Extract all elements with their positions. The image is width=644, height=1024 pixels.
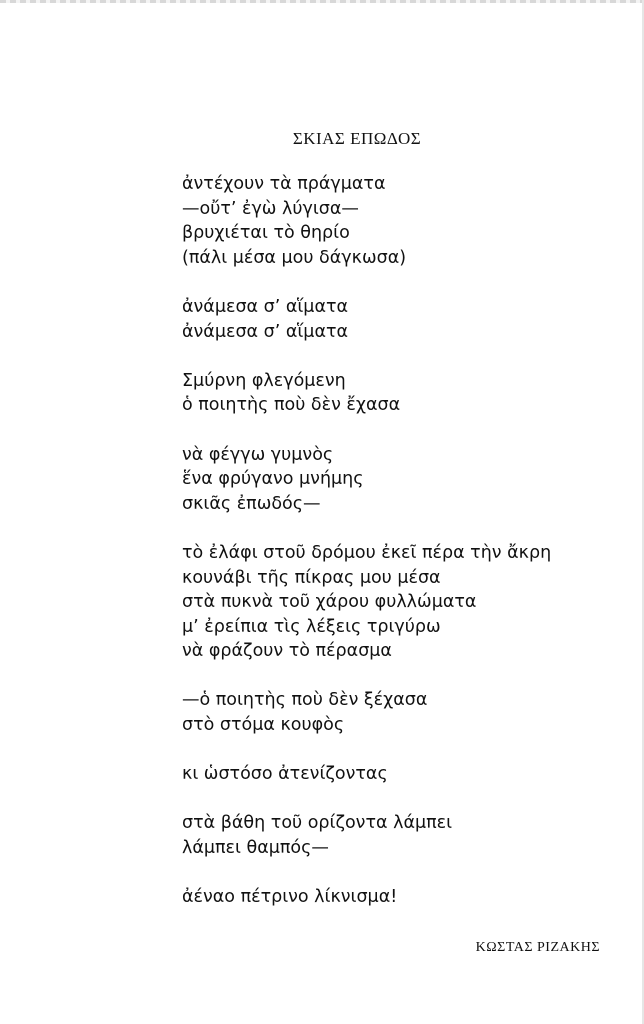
poem-line: στὰ πυκνὰ τοῦ χάρου φυλλώματα [182, 592, 477, 613]
poem-line: στὰ βάθη τοῦ ορίζοντα λάμπει [182, 813, 453, 834]
stanza [182, 688, 622, 737]
poem-line: σκιᾶς ἐπωδός— [182, 493, 321, 514]
stanza [182, 762, 622, 787]
stanza [182, 295, 622, 344]
poem-line: —ὁ ποιητὴς ποὺ δὲν ξέχασα [182, 690, 428, 711]
poem-line: στὸ στόμα κουφὸς [182, 715, 345, 736]
stanza [182, 541, 622, 664]
poem-line: ὁ ποιητὴς ποὺ δὲν ἔχασα [182, 395, 401, 416]
poem-line: (πάλι μέσα μου δάγκωσα) [182, 247, 407, 268]
poem-line: ἀέναο πέτρινο λίκνισμα! [182, 887, 398, 908]
poem-line: λάμπει θαμπός— [182, 838, 329, 859]
stanza [182, 172, 622, 270]
author-name: ΚΩΣΤΑΣ ΡΙΖΑΚΗΣ [475, 940, 600, 955]
poem-line: τὸ ἐλάφι στοῦ δρόμου ἐκεῖ πέρα τὴν ἄκρη [182, 542, 552, 563]
poem-line: νὰ φέγγω γυμνὸς [182, 444, 334, 465]
poem-line: νὰ φράζουν τὸ πέρασμα [182, 641, 392, 662]
poem-line: ἀντέχουν τὰ πράγματα [182, 174, 386, 194]
poem-title: ΣΚΙΑΣ ΕΠΩΔΟΣ [292, 129, 422, 148]
stanza [182, 885, 622, 910]
poem-line: βρυχιέται τὸ θηρίο [182, 223, 350, 244]
poem-body [182, 172, 622, 934]
scan-edge-top [0, 0, 644, 3]
poem-line: μ’ ἐρείπια τὶς λέξεις τριγύρω [182, 616, 441, 637]
poem-line: κι ὡστόσο ἀτενίζοντας [182, 764, 388, 785]
poem-line: ἀνάμεσα σ’ αἵματα [182, 296, 349, 317]
stanza [182, 811, 622, 860]
stanza [182, 443, 622, 517]
poem-line: —οὔτ’ ἐγὼ λύγισα— [182, 198, 359, 219]
stanza [182, 369, 622, 418]
poem-line: ἀνάμεσα σ’ αἵματα [182, 321, 349, 342]
poem-line: κουνάβι τῆς πίκρας μου μέσα [182, 567, 441, 588]
poem-line: Σμύρνη φλεγόμενη [182, 370, 346, 391]
poem-line: ἕνα φρύγανο μνήμης [182, 469, 364, 490]
